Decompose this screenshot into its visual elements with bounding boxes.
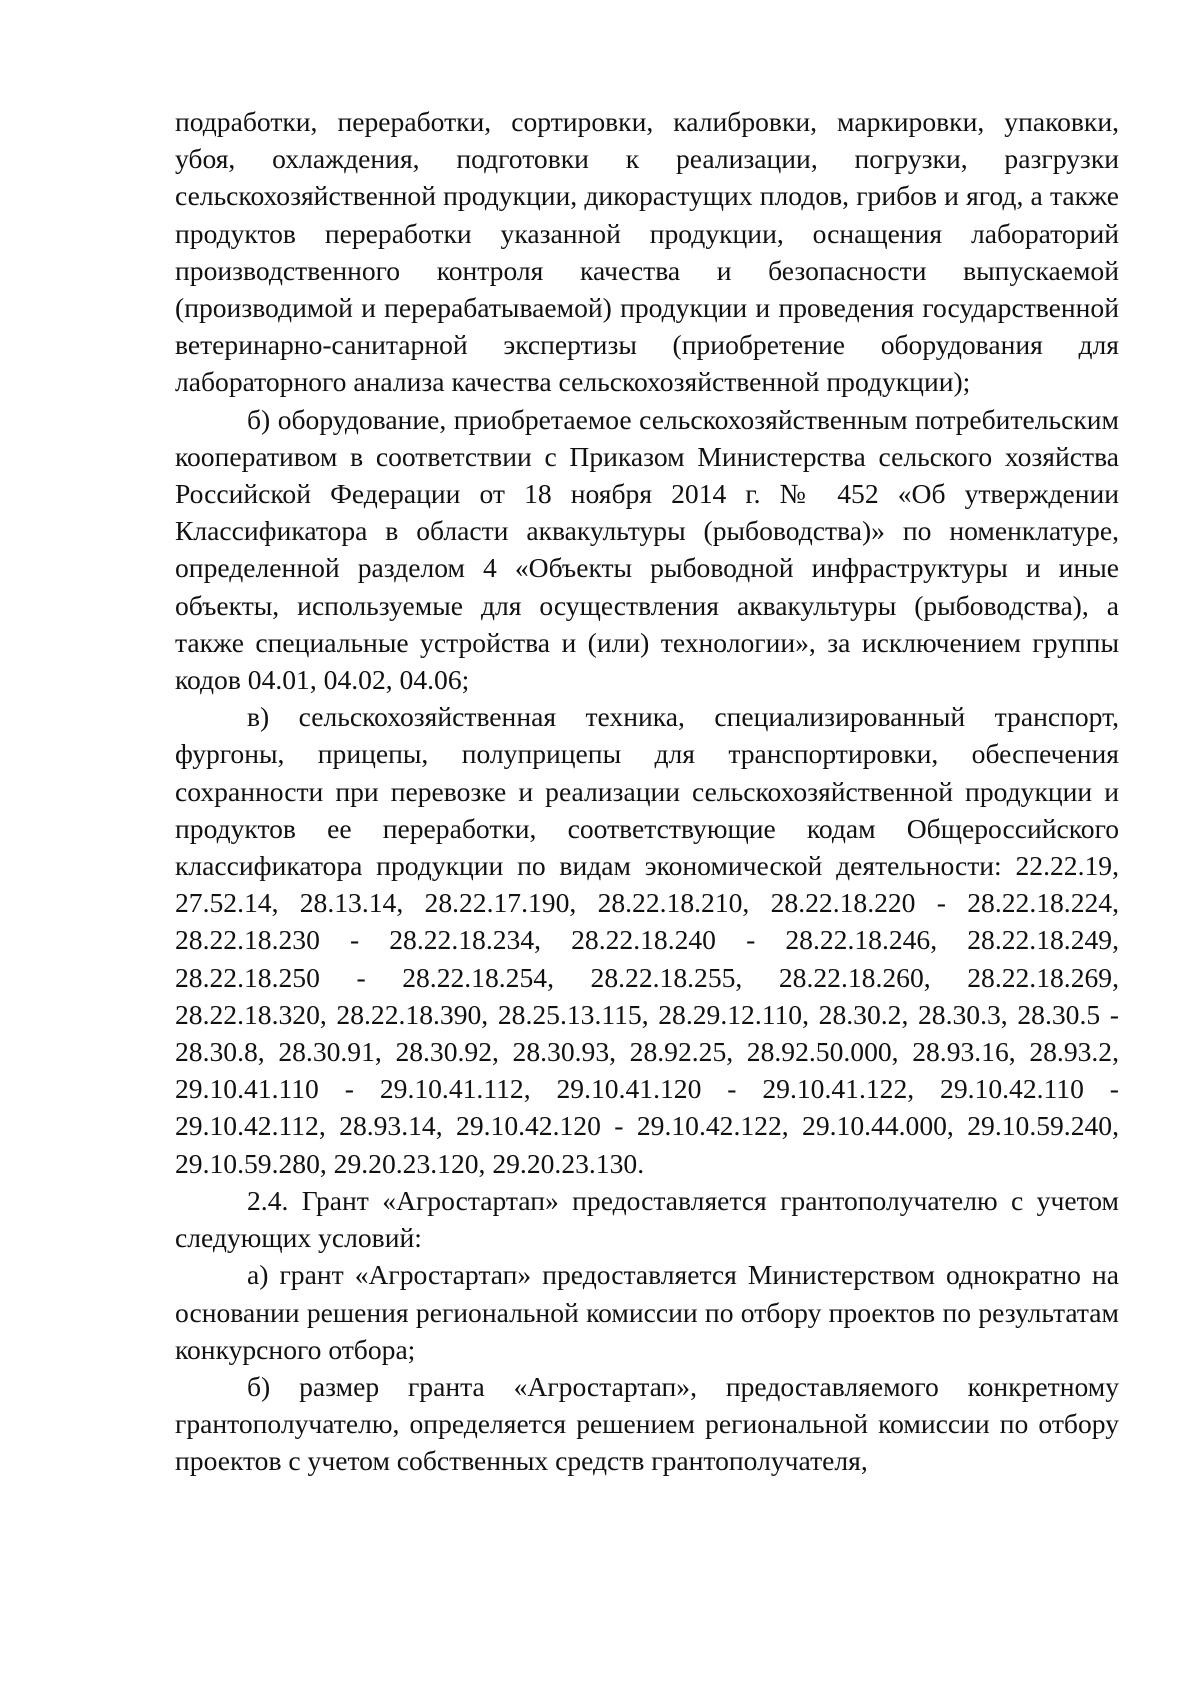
paragraph-condition-a: а) грант «Агростартап» предоставляется Министерством однократно на основании решения региональной комиссии по отбору проектов по результатам конкурсного отбора; [175,1259,1119,1365]
document-text [175,103,1119,1480]
paragraph-equipment-list-continuation: подработки, переработки, сортировки, калибровки, маркировки, упаковки, убоя, охлаждения, подготовки к реализации, погрузки, разгрузки сельскохозяйственной продукции, дикорастущих плодов, грибов и ягод, а также продуктов переработки указанной продукции, оснащения лабораторий производственного контроля качества и безопасности выпускаемой (производимой и перерабатываемой) продукции и проведения государственной ветеринарно-санитарной экспертизы (приобретение оборудования для лабораторного анализа качества сельскохозяйственной продукции); [175,106,1119,398]
paragraph-section-2-4: 2.4. Грант «Агростартап» предоставляется грантополучателю с учетом следующих условий: [175,1184,1119,1254]
paragraph-condition-b: б) размер гранта «Агростартап», предоставляемого конкретному грантополучателю, определяется решением региональной комиссии по отбору проектов с учетом собственных средств грантополучателя, [175,1370,1119,1477]
paragraph-item-b-aquaculture: б) оборудование, приобретаемое сельскохозяйственным потребительским кооперативом в соответствии с Приказом Министерства сельского хозяйства Российской Федерации от 18 ноября 2014 г. № 452 «Об утверждении Классификатора в области аквакультуры (рыбоводства)» по номенклатуре, определенной разделом 4 «Объекты рыбоводной инфраструктуры и иные объекты, используемые для осуществления аквакультуры (рыбоводства), а также специальные устройства и (или) технологии», за исключением группы кодов 04.01, 04.02, 04.06; [175,403,1119,696]
paragraph-item-v-machinery: в) сельскохозяйственная техника, специализированный транспорт, фургоны, прицепы, полуприцепы для транспортировки, обеспечения сохранности при перевозке и реализации сельскохозяйственной продукции и продуктов ее переработки, соответствующие кодам Общероссийского классификатора продукции по видам экономической деятельности: 22.22.19, 27.52.14, 28.13.14, 28.22.17.190, 28.22.18.210, 28.22.18.220 - 28.22.18.224, 28.22.18.230 - 28.22.18.234, 28.22.18.240 - 28.22.18.246, 28.22.18.249, 28.22.18.250 - 28.22.18.254, 28.22.18.255, 28.22.18.260, 28.22.18.269, 28.22.18.320, 28.22.18.390, 28.25.13.115, 28.29.12.110, 28.30.2, 28.30.3, 28.30.5 - 28.30.8, 28.30.91, 28.30.92, 28.30.93, 28.92.25, 28.92.50.000, 28.93.16, 28.93.2, 29.10.41.110 - 29.10.41.112, 29.10.41.120 - 29.10.41.122, 29.10.42.110 - 29.10.42.112, 28.93.14, 29.10.42.120 - 29.10.42.122, 29.10.44.000, 29.10.59.240, 29.10.59.280, 29.20.23.120, 29.20.23.130. [175,701,1119,1179]
